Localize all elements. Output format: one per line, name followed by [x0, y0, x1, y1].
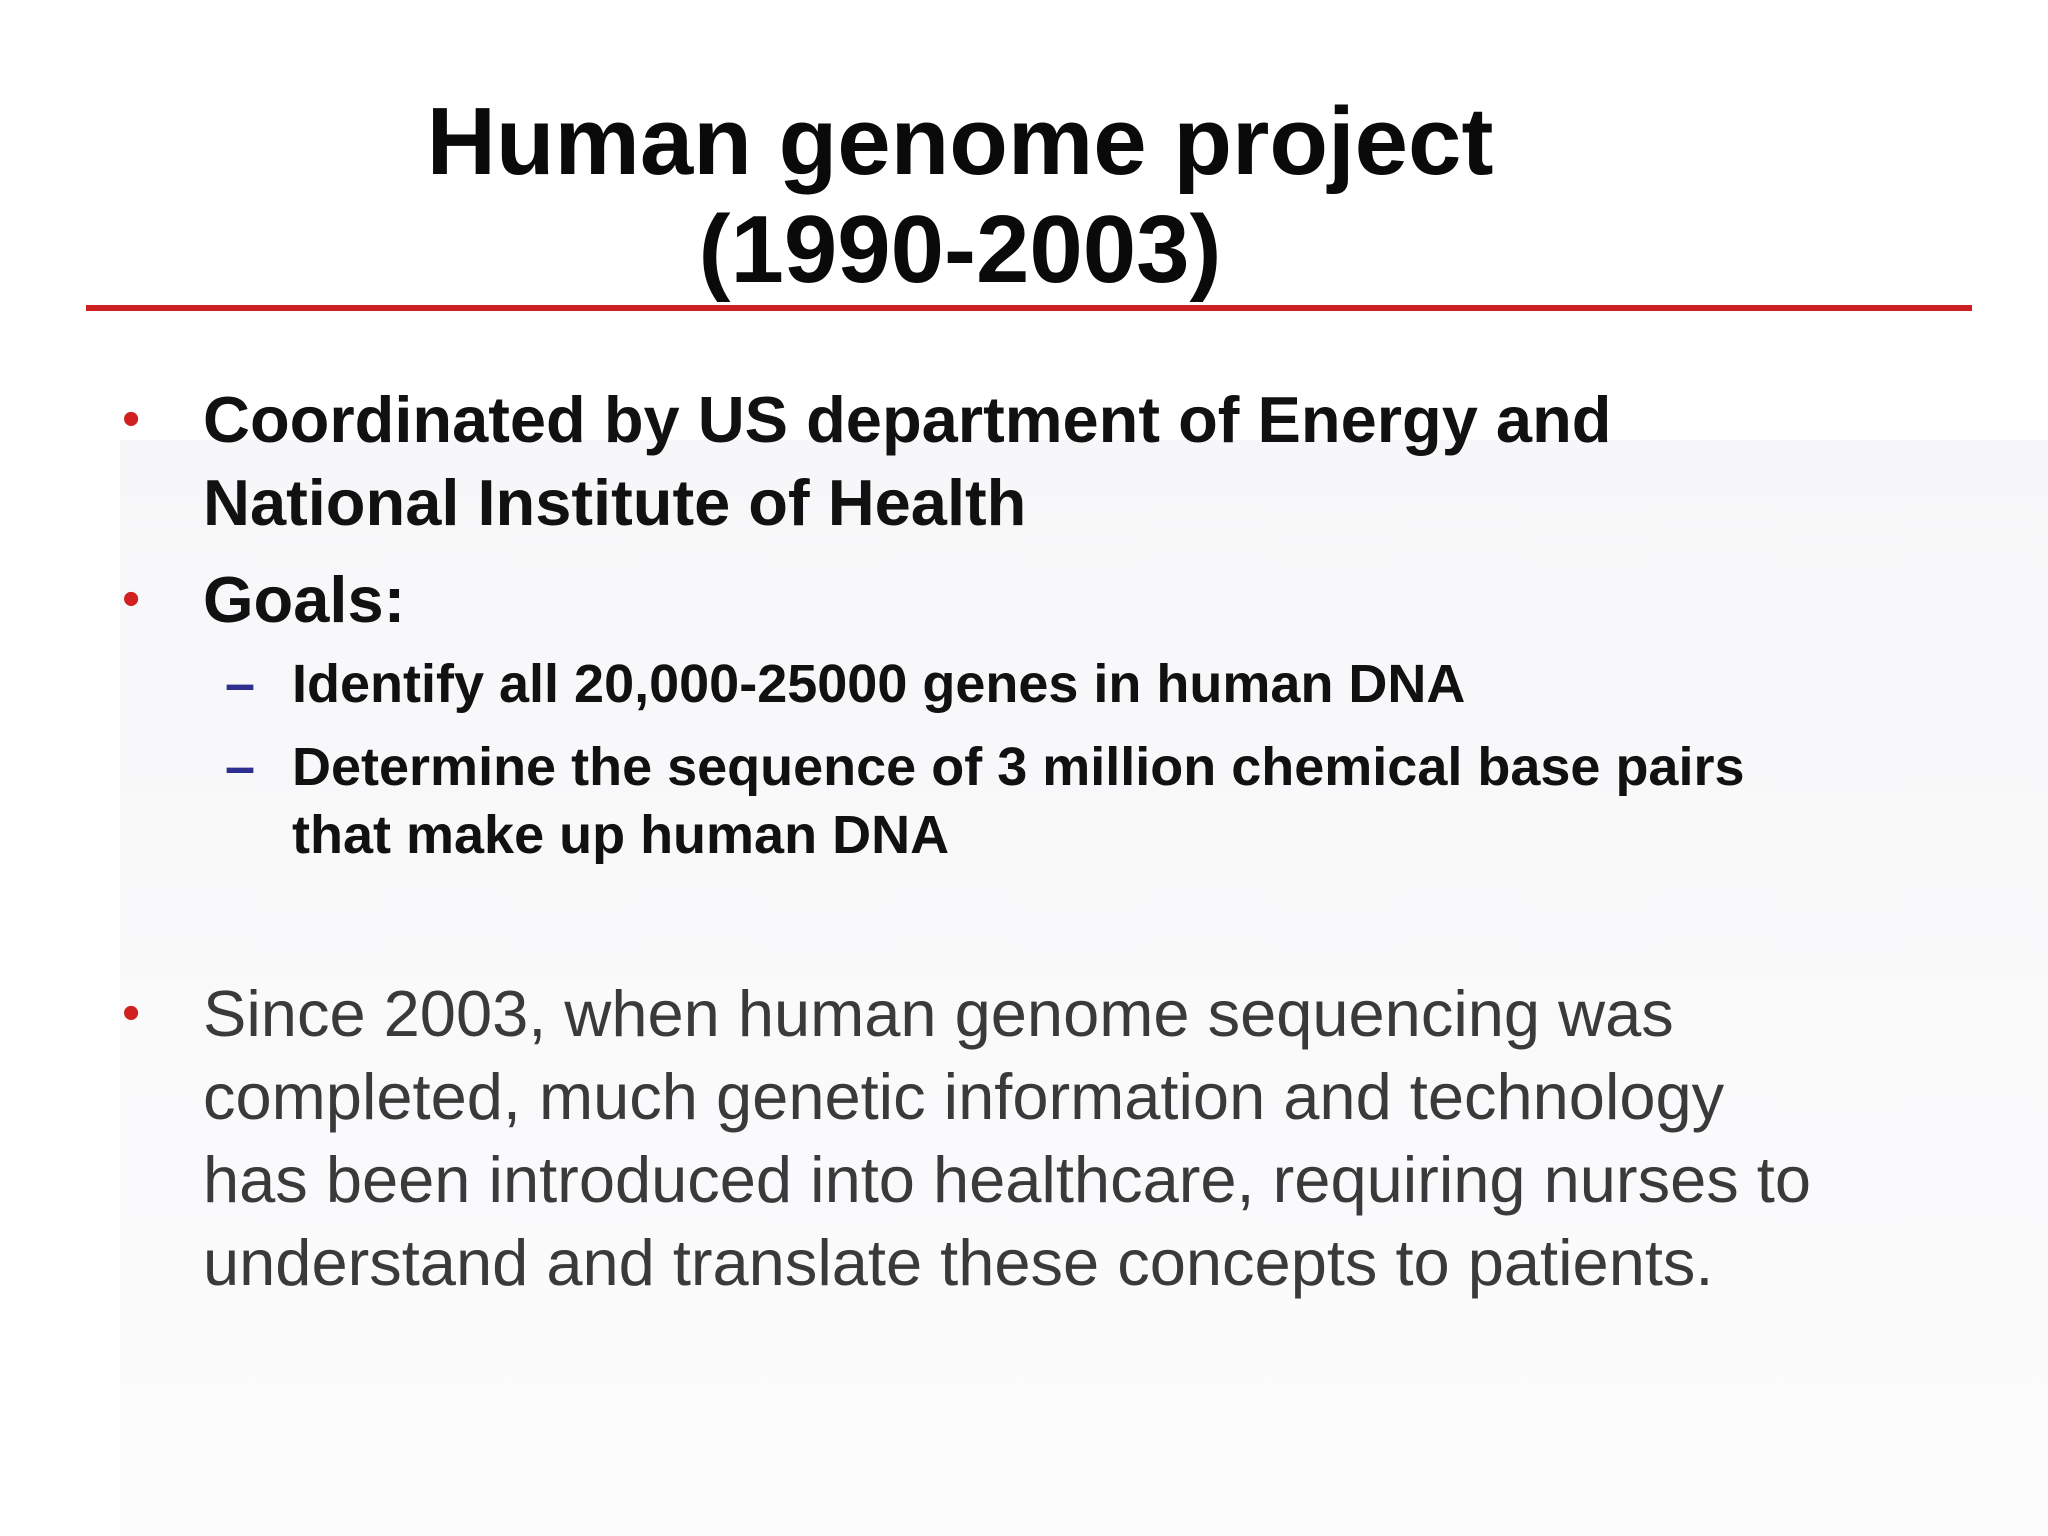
- bullet-text-line: understand and translate these concepts to patients.: [203, 1226, 1714, 1299]
- bullet-text-line: completed, much genetic information and technology: [203, 1060, 1725, 1133]
- subitem-text-line: Determine the sequence of 3 million chemical base pairs: [292, 737, 1745, 797]
- subitem-marker: –: [225, 737, 256, 797]
- title-line-1: Human genome project: [426, 88, 1494, 195]
- bullet-text-line: Since 2003, when human genome sequencing was: [203, 977, 1674, 1050]
- bullet-text: Goals:: [203, 563, 406, 636]
- title-divider: [86, 305, 1972, 311]
- title-line-2: (1990-2003): [698, 196, 1222, 303]
- bullet-marker: •: [122, 984, 141, 1042]
- bullet-text: [203, 378, 1963, 544]
- bullet-text-line: Coordinated by US department of Energy and: [203, 383, 1612, 456]
- slide-title: [160, 88, 1760, 304]
- subitem-marker: –: [225, 654, 256, 714]
- subitem-text-line: that make up human DNA: [292, 805, 950, 865]
- bullet-text-line: National Institute of Health: [203, 466, 1027, 539]
- subitem-text: Identify all 20,000-25000 genes in human DNA: [292, 654, 1466, 714]
- subitem-text: [292, 733, 1972, 869]
- bullet-marker: •: [122, 570, 141, 628]
- bullet-marker: •: [122, 390, 141, 448]
- bullet-text: [203, 972, 1963, 1304]
- bullet-text-line: has been introduced into healthcare, requiring nurses to: [203, 1143, 1811, 1216]
